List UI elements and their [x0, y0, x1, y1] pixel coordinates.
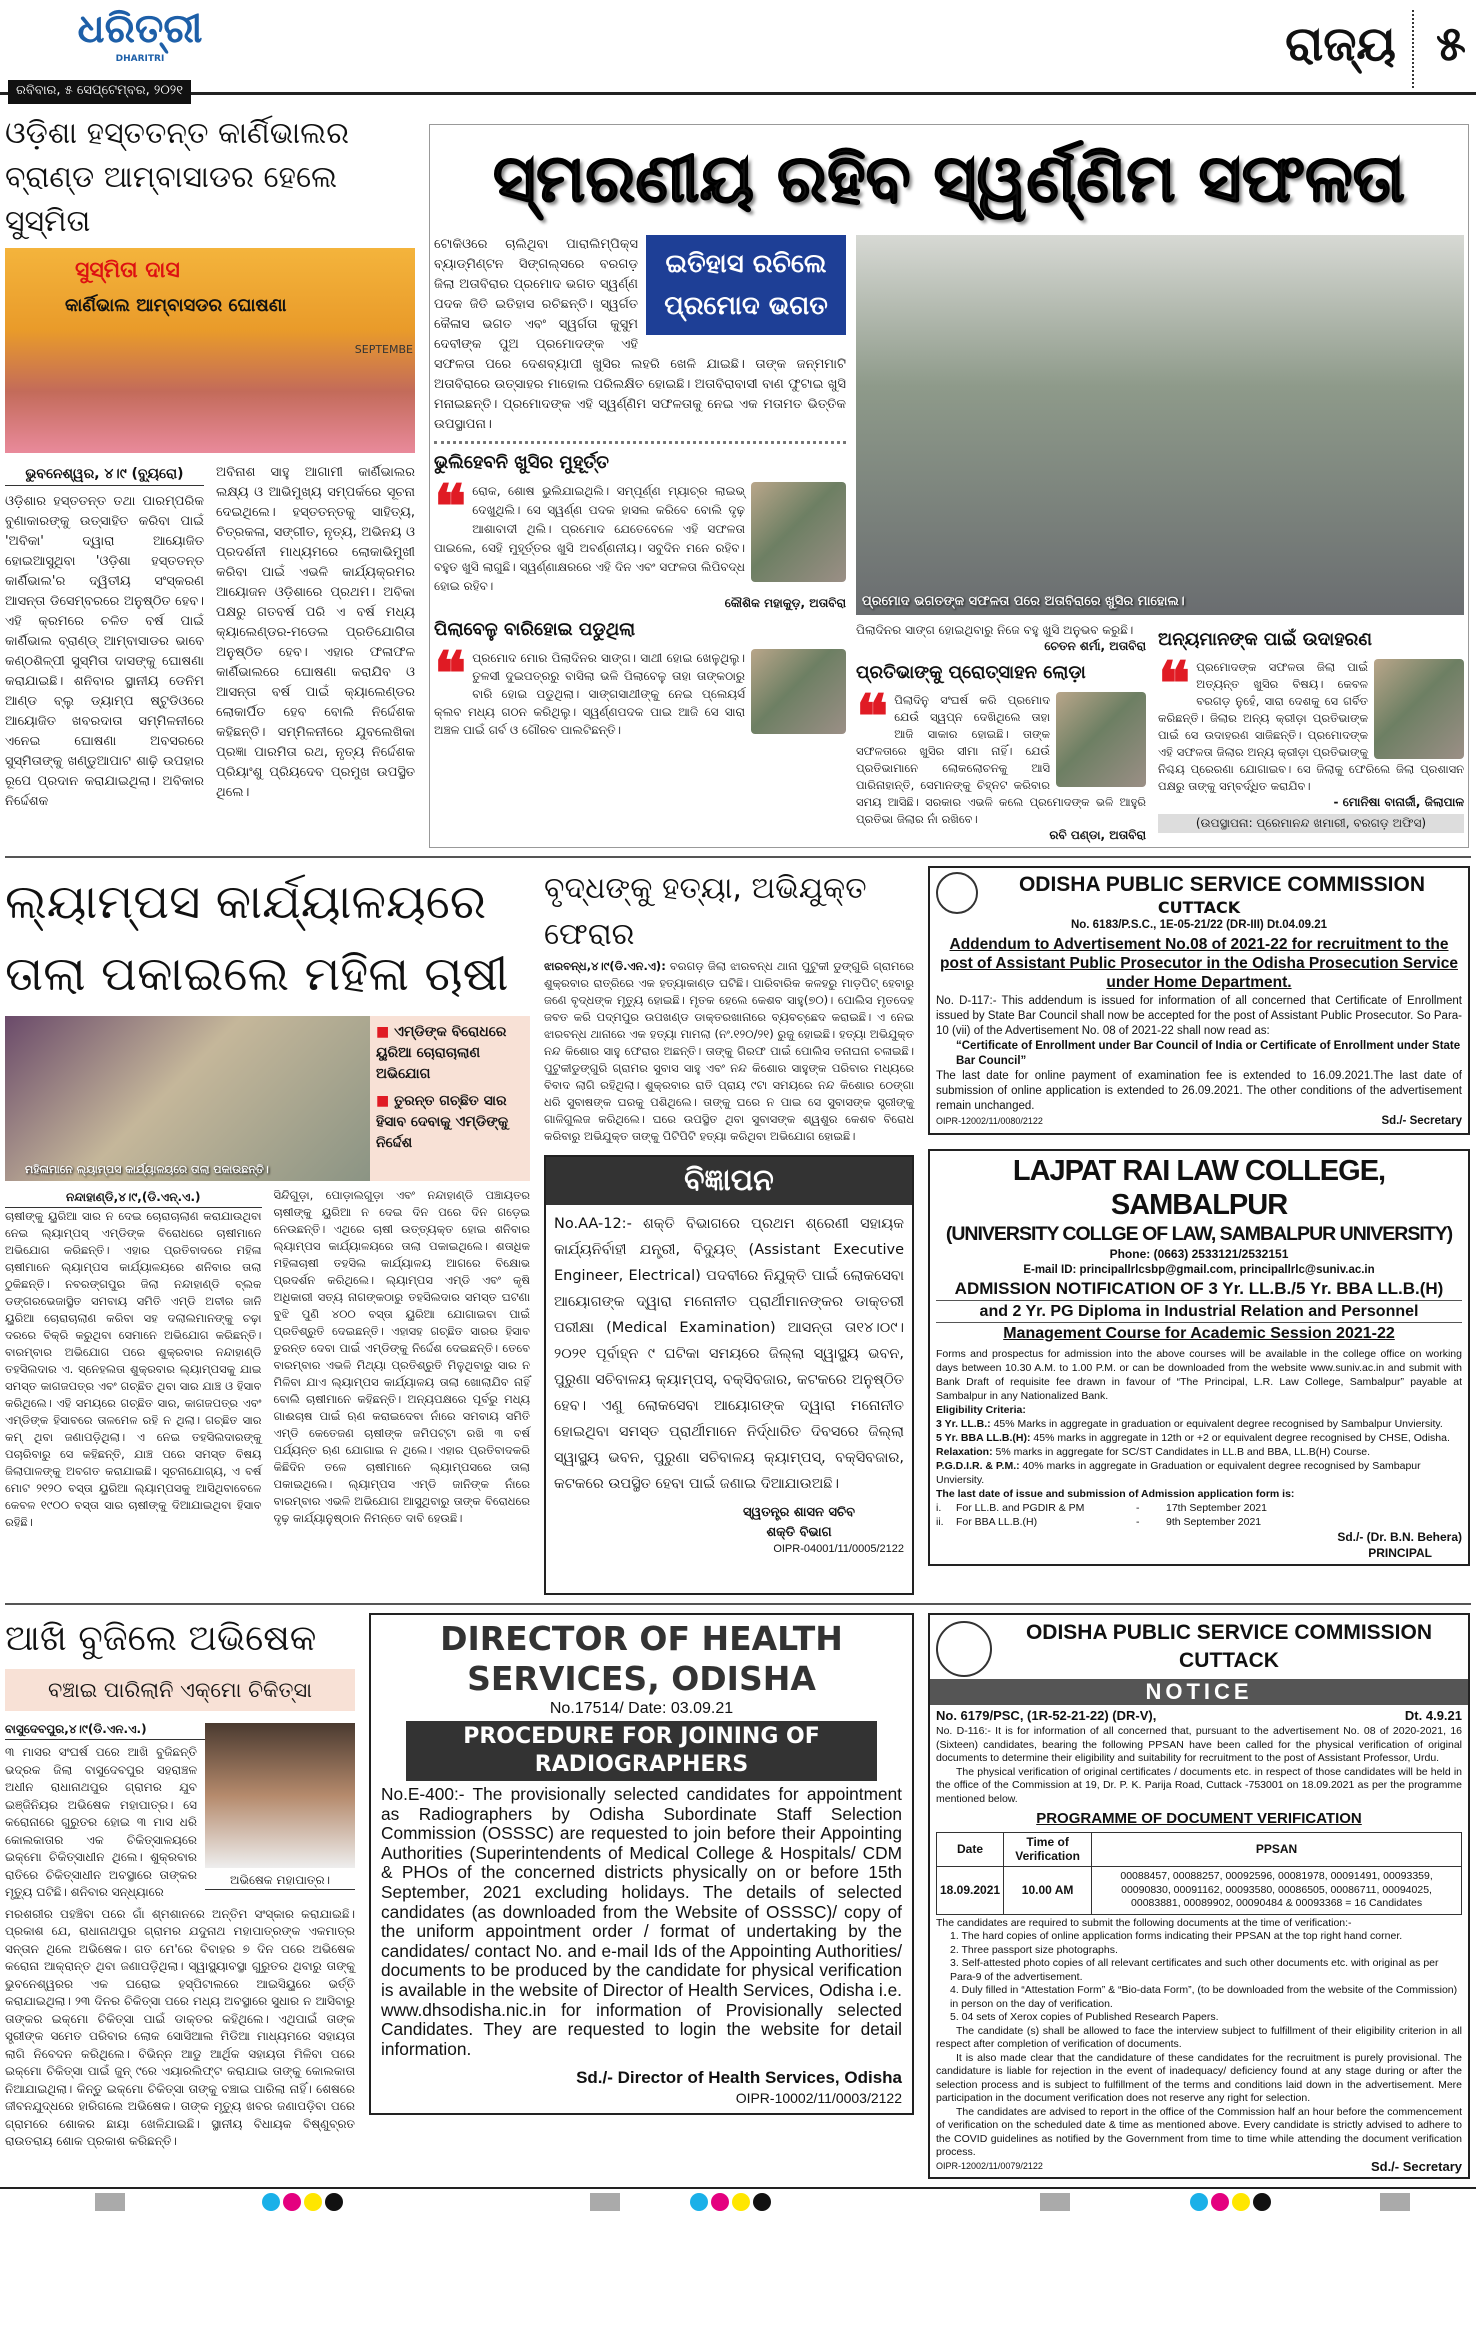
celebration-photo [856, 235, 1464, 615]
abhishek-photo [205, 1723, 355, 1868]
row-top [0, 108, 1476, 848]
print-registration-marks [0, 2193, 1476, 2215]
dateline: ଝାରବନ୍ଧ,୪।୯(ଡି.ଏନ.ଏ): [544, 959, 666, 973]
quote-byline: - ମୋନିଷା ବାନାର୍ଜୀ, ଜିଲାପାଳ [1333, 795, 1464, 809]
ad-banner: PROCEDURE FOR JOINING OF RADIOGRAPHERS [406, 1721, 877, 1781]
programme-title: PROGRAMME OF DOCUMENT VERIFICATION [1036, 1810, 1362, 1827]
opsc-addendum-ad [928, 866, 1470, 1135]
body-text: ମରଶରୀର ପହଞ୍ଚିବା ପରେ ଗାଁ ଶ୍ମଶାନରେ ଅନ୍ତିମ ସଂସ୍କାର କରାଯାଇଛି। ପ୍ରକାଶ ଯେ, ରାଧାନାଥପୁର ଗ୍ରାମର ଯଦୁନାଥ ମହାପାତ୍ରଙ୍କ ଏକମାତ୍ର ସନ୍ତାନ ଥିଲେ ଅଭିଷେକ। ଗତ ମେ'ରେ ବିବାହର ୭ ଦିନ ପରେ ଅଭିଷେକ କରୋନା ଆକ୍ରାନ୍ତ ଥିବା ଜଣାପଡ଼ିଥିଲା। ସ୍ୱାସ୍ଥ୍ୟାବସ୍ଥା ଗୁରୁତର ଥିବାରୁ ତାଙ୍କୁ ଭୁବନେଶ୍ୱରର ଏକ ଘରୋଇ ହସ୍ପିଟାଲରେ ଆଇସିୟୁରେ ଭର୍ତ୍ତି କରାଯାଇଥିଲା। ୨୩ ଦିନର ଚିକିତ୍ସା ପରେ ମଧ୍ୟ ଅବସ୍ଥାରେ ସୁଧାର ନ ଆସିବାରୁ ତାଙ୍କର ଇକ୍‌ମୋ ଚିକିତ୍ସା ପାଇଁ ଡାକ୍ତର କହିଥିଲେ। ଏଥିପାଇଁ ତାଙ୍କ ସ୍ତ୍ରୀଙ୍କ ସମେତ ପରିବାର ଲୋକ ସୋସିଆଲ ମିଡିଆ ମାଧ୍ୟମରେ ସହାୟତା ଲାଗି ନିବେଦନ କରିଥିଲେ। ବିଭିନ୍ନ ଆଡୁ ଆର୍ଥିକ ସହାୟତା ମିଳିବା ପରେ ଇକ୍‌ମୋ ଚିକିତ୍ସା ପାଇଁ ଜୁନ୍ ୯ରେ ଏୟାରଲିଫ୍ଟ କରାଯାଇ ତାଙ୍କୁ କୋଲକାତା ନିଆଯାଇଥିଲା। କିନ୍ତୁ ଇକ୍‌ମୋ ଚିକିତ୍ସା ତାଙ୍କୁ ବଞ୍ଚାଇ ପାରିଲା ନାହିଁ। ଶେଷରେ ଜୀବନଯୁଦ୍ଧରେ ହାରିଗଲେ ଅଭିଷେକ। ତାଙ୍କ ମୃତ୍ୟୁ ଖବର ଜଣାପଡ଼ିବା ପରେ ଗ୍ରାମରେ ଶୋକର ଛାୟା ଖେଳିଯାଇଛି। ସ୍ଥାନୀୟ ବିଧାୟକ ବିଷ୍ଣୁବ୍ରତ ରାଉତରାୟ ଶୋକ ପ୍ରକାଶ କରିଛନ୍ତି। [5, 1906, 355, 2148]
quote-block [434, 450, 846, 611]
quote-text: ରୋକ, ଶୋଷ ଭୁଲିଯାଇଥିଲି। ସମ୍ପୂର୍ଣ୍ଣ ମ୍ୟାଚ୍‌ର ଲାଇଭ୍ ଦେଖୁଥିଲି। ସେ ସ୍ୱର୍ଣ୍ଣ ପଦକ ହାସଲ କରିବେ ବୋଲି ଦୃଢ଼ ଆଶାବାଦୀ ଥିଲି। ପ୍ରମୋଦ ଯେତେବେଳେ ଏହି ସଫଳତା ପାଇଲେ, ସେହି ମୁହୂର୍ତ୍ତର ଖୁସି ଅବର୍ଣ୍ଣନୀୟ। ସବୁଦିନ ମନେ ରହିବ। ବହୁତ ଖୁସି ଲାଗୁଛି। ସ୍ୱର୍ଣ୍ଣାକ୍ଷରରେ ଏହି ଦିନ ଏବଂ ସଫଳତା ଲିପିବଦ୍ଧ ହୋଇ ରହିବ। [434, 484, 745, 593]
photo-caption: ଅଭିଷେକ ମହାପାତ୍ର। [205, 1871, 355, 1890]
lamps-photo [5, 1016, 370, 1181]
criteria-item: 5 Yr. BBA LL.B.(H): 45% marks in aggregate in 12th or +2 or equivalent degree recognised by CHSE, Odisha. [936, 1432, 1450, 1444]
ad-sign: Sd./- Director of Health Services, Odisha [576, 2068, 902, 2088]
person-photo [751, 649, 846, 734]
subheadline: ବଞ୍ଚାଇ ପାରିଲାନି ଏକ୍‌ମୋ ଚିକିତ୍ସା [5, 1669, 355, 1711]
photo-caption: ପ୍ରମୋଦ ଭଗତଙ୍କ ସଫଳତା ପରେ ଅତାବିରାରେ ଖୁସିର ମାହୋଲ। [862, 594, 1185, 609]
lamps-col1: ଚାଷୀଙ୍କୁ ୟୁରିଆ ସାର ନ ଦେଇ ଚୋରାଚାଲାଣ କରାଯାଉଥିବା ନେଇ ଲ୍ୟାମ୍ପସ୍ ଏମ୍‌ଡିଙ୍କ ବିରୋଧରେ ଚାଷୀମାନେ ଅଭିଯୋଗ କରିଛନ୍ତି। ଏହାର ପ୍ରତିବାଦରେ ମହିଳା ଚାଷୀମାନେ ଲ୍ୟାମ୍ପସ କାର୍ଯ୍ୟାଳୟରେ ଶନିବାର ତାଲା ଠୁକିଛନ୍ତି। ନବରଙ୍ଗପୁର ଜିଲା ନନ୍ଦାହାଣ୍ଡି ବ୍ଲକ ଡଙ୍ଗରଭେଜାସ୍ଥିତ ସମବାୟ ସମିତି ଏମ୍‌ଡି ଅବୀର ଜାନି ୟୁରିଆ ଚୋରାଚାଲାଣ କରିବା ସହ ଦଲାଲମାନଙ୍କୁ ଚଢ଼ା ଦରରେ ବିକ୍ରି କରୁଥିବା ସେମାନେ ଅଭିଯୋଗ କରିଛନ୍ତି। ବାରମ୍ବାର ଅଭିଯୋଗ ପରେ ଶୁକ୍ରବାର ନନ୍ଦାହାଣ୍ଡି ତହସିଲଦାର ଏ. ସ୍ନେହଲତା ଶୁକ୍ରବାର ଲ୍ୟାମ୍ପସକୁ ଯାଇ ସମସ୍ତ କାଗଜପତ୍ର ଏବଂ ଗଚ୍ଛିତ ଥିବା ସାର ଯାଞ୍ଚ ଓ ହିସାବ କରିଥିଲେ। ଏହି ସମୟରେ ଗଚ୍ଛିତ ସାର, କାଗଜପତ୍ର ଏବଂ ଏମ୍‌ଡିଙ୍କ ହିସାବରେ ତାଳମେଳ ରହି ନ ଥିଲା। ଗଚ୍ଛିତ ସାର କମ୍ ଥିବା ଜଣାପଡ଼ିଥିଲା। ଏ ନେଇ ତହସିଲଦାରଙ୍କୁ ପଚାରିବାରୁ ସେ କହିଛନ୍ତି, ଯାଞ୍ଚ ପରେ ସମସ୍ତ ବିଷୟ ଜିଲାପାଳଙ୍କୁ ଅବଗତ କରାଯାଇଛି। ସୂଚନାଯୋଗ୍ୟ, ଏ ବର୍ଷ ମୋଟ ୨୧୨୦ ବସ୍ତା ୟୁରିଆ ଲ୍ୟାମ୍ପସକୁ ଆସିଥିବାବେଳେ କେବଳ ୧୯୦୦ ବସ୍ତା ସାର ଚାଷୀଙ୍କୁ ଦିଆଯାଇଥିବା ହିସାବ ରହିଛି। [5, 1209, 262, 1529]
quote-byline: ରବି ପଣ୍ଡା, ଅତାବିରା [1049, 828, 1146, 842]
highlight-item: ■ ତୁରନ୍ତ ଗଚ୍ଛିତ ସାର ହିସାବ ଦେବାକୁ ଏମ୍‌ଡିଙ୍କୁ ନିର୍ଦ୍ଦେଶ [376, 1093, 509, 1151]
headline: ଓଡ଼ିଶା ହସ୍ତତନ୍ତ କାର୍ଣିଭାଲର ବ୍ରାଣ୍ଡ ଆମ୍ବାସାଡର ହେଲେ ସୁସ୍ମିତା [5, 116, 350, 239]
ad-city: CUTTACK [1157, 898, 1241, 917]
quote-text: ପ୍ରମୋଦଙ୍କ ସଫଳତା ଜିଲା ପାଇଁ ଅତ୍ୟନ୍ତ ଖୁସିର ବିଷୟ। କେବଳ ବରଗଡ଼ ନୁହେଁ, ସାରା ଦେଶକୁ ସେ ଗର୍ବିତ କରିଛନ୍ତି। ଜିଲାର ଅନ୍ୟ କ୍ରୀଡ଼ା ପ୍ରତିଭାଙ୍କ ପାଇଁ ସେ ଉଦାହରଣ ସାଜିଛନ୍ତି। ପ୍ରମୋଦଙ୍କ ଏହି ସଫଳତା ଜିଲାର ଅନ୍ୟ କ୍ରୀଡ଼ା ପ୍ରତିଭାଙ୍କୁ ନିଶ୍ଚୟ ପ୍ରେରଣା ଯୋଗାଇବ। ସେ ଜିଲାକୁ ଫେରିଲେ ଜିଲା ପ୍ରଶାସନ ପକ୍ଷରୁ ତାଙ୍କୁ ସମ୍ବର୍ଦ୍ଧିତ କରାଯିବ। [1158, 660, 1464, 793]
page-number: ୫ [1436, 16, 1466, 72]
quote-icon: ❝ [856, 682, 889, 752]
ad-title: ODISHA PUBLIC SERVICE COMMISSION [1018, 873, 1426, 896]
ad-oipr: OIPR-12002/11/0080/2122 [936, 1116, 1043, 1126]
criteria-item: 3 Yr. LL.B.: 45% Marks in aggregate in graduation or equivalent degree recognised by Sambalpur Unviersity. [936, 1418, 1443, 1430]
ad-ref: No. 6179/PSC, (1R-52-21-22) (DR-V), [936, 1708, 1157, 1723]
signatory: ସ୍ୱତନ୍ତ୍ର ଶାସନ ସଚିବ [742, 1505, 856, 1520]
ad-email: E-mail ID: principallrlcsbp@gmail.com, principallrlc@suniv.ac.in [1023, 1264, 1375, 1276]
row-divider [5, 1603, 1471, 1605]
lamps-story [5, 866, 530, 1531]
ad-date: Dt. 4.9.21 [1404, 1708, 1462, 1723]
doc-item: 3. Self-attested photo copies of all relevant certificates and such other documents etc. with original as per Para-9 of the advertisement. [950, 1957, 1439, 1983]
abhishek-story [5, 1613, 355, 2151]
lajpat-rai-ad [928, 1149, 1470, 1566]
ad-para: It is also made clear that the candidature of these candidates for the recruitment is purely provisional. The candidature is liable for rejection in the event of inadequacy/ deficiency found at any stage during or after the selection process and is subject to fulfillment of the terms and conditions laid down in the advertisement. Mere participation in the document verification does not reserve any right for selection. [936, 2051, 1462, 2104]
ad-sign: Sd./- Secretary [1370, 2158, 1462, 2174]
murder-body [544, 958, 914, 1145]
headline: ଲ୍ୟାମ୍ପସ କାର୍ଯ୍ୟାଳୟରେ ତାଲା ପକାଇଲେ ମହିଳା ଚାଷୀ [5, 874, 509, 1002]
ad-oipr: OIPR-12002/11/0079/2122 [936, 2160, 1043, 2171]
ad-para: No. D-116:- It is for information of all concerned that, pursuant to the advertisement No. 08 of 2020-2021, 16 (Sixteen) candidates, bearing the following PPSAN have been called for the physical verification of original documents to determine their eligibility and suitability for recruitment to the post of Assistant Professor, Urdu. [936, 1725, 1462, 1764]
main-headline: ସ୍ମରଣୀୟ ରହିବ ସ୍ୱର୍ଣ୍ଣିମ ସଫଳତା [492, 140, 1406, 217]
quote-icon: ❝ [434, 472, 467, 542]
notice-banner: NOTICE [930, 1679, 1468, 1705]
last-date-label: The last date of issue and submission of Admission application form is: [936, 1488, 1295, 1500]
quote-title: ପ୍ରତିଭାଙ୍କୁ ପ୍ରୋତ୍ସାହନ ଲୋଡ଼ା [856, 662, 1086, 683]
header-rule [0, 92, 1476, 95]
quote-title: ଅନ୍ୟମାନଙ୍କ ପାଇଁ ଉଦାହରଣ [1158, 629, 1372, 650]
murder-story [544, 866, 914, 1145]
ad-heading: and 2 Yr. PG Diploma in Industrial Relation and Personnel [936, 1301, 1462, 1323]
quote-title: ଭୁଲିହେବନି ଖୁସିର ମୁହୂର୍ତ୍ତ [434, 452, 610, 473]
quote-block [434, 617, 846, 739]
ad-sign: Sd./- Secretary [1381, 1115, 1462, 1127]
ad-sign: Sd./- (Dr. B.N. Behera) [1337, 1530, 1462, 1544]
banner-name: ସୁସ୍ମିତା ଦାସ [75, 258, 180, 283]
doc-item: 2. Three passport size photographs. [950, 1943, 1118, 1956]
dateline: ବାସୁଦେବପୁର,୪।୯(ଡି.ଏନ.ଏ.) [5, 1719, 355, 1740]
susmita-col2: ଅବିନାଶ ସାହୁ ଆଗାମୀ କାର୍ଣିଭାଲର ଲକ୍ଷ୍ୟ ଓ ଆଭିମୁଖ୍ୟ ସମ୍ପର୍କରେ ସୂଚନା ଦେଇଥିଲେ। ହସ୍ତତନ୍ତକୁ ସାହିତ୍ୟ, ଚିତ୍ରକଳା, ସଙ୍ଗୀତ, ନୃତ୍ୟ, ଅଭିନୟ ଓ ପ୍ରଦର୍ଶନୀ ମାଧ୍ୟମରେ ଲୋକାଭିମୁଖୀ କରିବା ପାଇଁ ଏଭଳି କାର୍ଯ୍ୟକ୍ରମର ଆୟୋଜନ ଓଡ଼ିଶାରେ ପ୍ରଥମ। ଅବିକା ପକ୍ଷରୁ ଗତବର୍ଷ ପରି ଏ ବର୍ଷ ମଧ୍ୟ କ୍ୟାଲେଣ୍ଡର-ମଡେଲ ପ୍ରତିଯୋଗିତା ଅନୁଷ୍ଠିତ ହେବ। ଏହାର ଫଳାଫଳ କାର୍ଣିଭାଲରେ ଘୋଷଣା କରାଯିବ ଓ ଆସନ୍ତା ବର୍ଷ ପାଇଁ କ୍ୟାଲେଣ୍ଡର ଲୋକାର୍ପିତ ହେବ ବୋଲି ନିର୍ଦ୍ଦେଶକ କହିଛନ୍ତି। ସମ୍ମିଳନୀରେ ଯୁବଲେଖିକା ପ୍ରଜ୍ଞା ପାରମିତା ରଥ, ନୃତ୍ୟ ନିର୍ଦ୍ଦେଶକ ପ୍ରିୟାଂଶୁ ପ୍ରିୟଦେବ ପ୍ରମୁଖ ଉପସ୍ଥିତ ଥିଲେ। [216, 465, 415, 800]
row-middle [0, 866, 1476, 1595]
masthead [0, 0, 1476, 108]
quote-title: ପିଲାବେଳୁ ବାରିହୋଇ ପଡୁଥିଲା [434, 619, 636, 640]
ad-title: ODISHA PUBLIC SERVICE COMMISSION [1025, 1621, 1433, 1644]
ad-ref: OIPR-04001/11/0005/2122 [773, 1543, 904, 1555]
headline-box: ଇତିହାସ ରଚିଲେ ପ୍ରମୋଦ ଭଗତ [646, 235, 846, 335]
ad-title: ବିଜ୍ଞାପନ [546, 1157, 912, 1205]
ad-subtitle: (UNIVERSITY COLLGE OF LAW, SAMBALPUR UNIVERSITY) [945, 1223, 1453, 1245]
highlight-item: ■ ଏମ୍‌ଡିଙ୍କ ବିରୋଧରେ ୟୁରିଆ ଚୋରାଚାଲାଣ ଅଭିଯୋଗ [376, 1024, 507, 1082]
highlights-box [370, 1016, 530, 1181]
person-photo [1056, 692, 1146, 787]
quote-byline: କୌଶିକ ମହାକୁଡ଼, ଅତାବିରା [724, 596, 846, 610]
eligibility-label: Eligibility Criteria: [936, 1404, 1026, 1416]
bijnapana-ad [544, 1155, 914, 1595]
ad-para: The candidate (s) shall be allowed to face the interview subject to fulfillment of their eligibility criterion in all respect after completion of verification of documents. [936, 2024, 1462, 2050]
ad-para: The last date for online payment of examination fee is extended to 16.09.2021.The last date of submission of online application is extended to 26.09.2021. The other conditions of the advertisement remain unchanged. [936, 1070, 1462, 1112]
ad-quote: “Certificate of Enrollment under Bar Council of India or Certificate of Enrollment under State Bar Council” [956, 1040, 1461, 1067]
headline: ବୃଦ୍ଧଙ୍କୁ ହତ୍ୟା, ଅଭିଯୁକ୍ତ ଫେରାର [544, 871, 867, 952]
lamps-col2: ସିନ୍ଦିଗୁଡ଼ା, ପୋଡ଼ାଲଗୁଡ଼ା ଏବଂ ନନ୍ଦାହାଣ୍ଡି ପଞ୍ଚାୟତର ଚାଷୀଙ୍କୁ ୟୁରିଆ ନ ଦେଇ ଦିନ ପରେ ଦିନ ଗଡ଼େଇ ନେଉଛନ୍ତି। ଏଥିରେ ଚାଷୀ ଉତ୍ତ୍ୟକ୍ତ ହୋଇ ଶନିବାର ଲ୍ୟାମ୍ପସ କାର୍ଯ୍ୟାଳୟରେ ତାଲା ପକାଇଥିଲେ। ଶତାଧିକ ମହିଳାଚାଷୀ ତହସିଲ କାର୍ଯ୍ୟାଳୟ ଆଗରେ ବିକ୍ଷୋଭ ପ୍ରଦର୍ଶନ କରିଥିଲେ। ଲ୍ୟାମ୍ପସ ଏମ୍‌ଡି ଏବଂ କୃଷି ଅଧିକାରୀ ସତ୍ୟ ନାଗଙ୍କଠାରୁ ତହସିଲଦାର ସମସ୍ତ ଘଟଣା ବୁଝି ପୁଣି ୪୦୦ ବସ୍ତା ୟୁରିଆ ଯୋଗାଇବା ପାଇଁ ପ୍ରତିଶ୍ରୁତି ଦେଇଛନ୍ତି। ଏହାସହ ଗଚ୍ଛିତ ସାରର ହିସାବ ତୁରନ୍ତ ଦେବା ପାଇଁ ଏମ୍‌ଡିଙ୍କୁ ନିର୍ଦ୍ଦେଶ ଦେଇଛନ୍ତି। ତେବେ ବାରମ୍ବାର ଏଭଳି ମିଥ୍ୟା ପ୍ରତିଶ୍ରୁତି ମିଳୁଥିବାରୁ ସାର ନ ମିଳିବା ଯାଏ ଲ୍ୟାମ୍ପସ କାର୍ଯ୍ୟାଳୟ ତାଲା ଖୋଲାଯିବ ନାହିଁ ବୋଲି ଚାଷୀମାନେ କହିଛନ୍ତି। ଅନ୍ୟପକ୍ଷରେ ପୂର୍ବରୁ ମଧ୍ୟ ଗାଈଚାଷ ପାଇଁ ଋଣ କରାଇଦେବା ନାଁରେ ସମବାୟ ସମିତି ଏମ୍‌ଡି କେତେଜଣ ଚାଷୀଙ୍କ ଜମିପଟ୍ଟା ରଖି ୩ ବର୍ଷ ପର୍ଯ୍ୟନ୍ତ ଋଣ ଯୋଗାଇ ନ ଥିଲେ। ଏହାର ପ୍ରତିବାଦକରି କିଛିଦିନ ତଳେ ଚାଷୀମାନେ ଲ୍ୟାମ୍ପସରେ ତାଲା ପକାଇଥିଲେ। ଲ୍ୟାମ୍ପସ ଏମ୍‌ଡି ଜାନିଙ୍କ ନାଁରେ ବାରମ୍ବାର ଏଭଳି ଅଭିଯୋଗ ଆସୁଥିବାରୁ ତାଙ୍କ ବିରୋଧରେ ଦୃଢ଼ କାର୍ଯ୍ୟାନୁଷ୍ଠାନ ନିମନ୍ତେ ଦାବି ହେଉଛି। [273, 1188, 530, 1525]
ad-ref: No. 6183/P.S.C., 1E-05-21/22 (DR-III) Dt.04.09.21 [1070, 919, 1328, 931]
quote-byline: ଚେତନ ଶର୍ମା, ଅତାବିରା [1044, 639, 1146, 653]
ad-oipr: OIPR-10002/11/0003/2122 [735, 2090, 902, 2107]
quote-text: ପିଲାଦିନର ସାଙ୍ଗ ହୋଇଥିବାରୁ ନିଜେ ବହୁ ଖୁସି ଅନୁଭବ କରୁଛି। [856, 623, 1134, 637]
ad-title: DIRECTOR OF HEALTH SERVICES, ODISHA [440, 1619, 843, 1698]
department: ଶକ୍ତି ବିଭାଗ [766, 1525, 832, 1540]
criteria-item: Relaxation: 5% marks in aggregate for SC/ST Candidates in LL.B and BBA, LL.B(H) Course. [936, 1446, 1371, 1458]
criteria-item: P.G.D.I.R. & P.M.: 40% marks in aggregate in Graduation or equivalent degree recognised by Sambapur Unviersity. [936, 1460, 1421, 1486]
footer-rule [0, 2187, 1476, 2189]
ad-title: LAJPAT RAI LAW COLLEGE, SAMBALPUR [1012, 1155, 1386, 1221]
pramod-intro: ଟୋକିଓରେ ଚାଲିଥିବା ପାରାଲିମ୍ପିକ୍ସ ବ୍ୟାଡ୍‌ମିଣ୍ଟନ ସିଙ୍ଗଲ୍ସରେ ବରଗଡ଼ ଜିଲା ଅତାବିରାର ପ୍ରମୋଦ ଭଗତ ସ୍ୱର୍ଣ୍ଣ ପଦକ ଜିତି ଇତିହାସ ରଚିଛନ୍ତି। ସ୍ୱର୍ଗତ କୈଳାସ ଭଗତ ଏବଂ ସ୍ୱର୍ଗତା କୁସୁମ ଦେବୀଙ୍କ ପୁଅ ପ୍ରମୋଦଙ୍କ ଏହି ସଫଳତା ପରେ ଦେଶବ୍ୟାପୀ ଖୁସିର ଲହରି ଖେଳି ଯାଇଛି। ତାଙ୍କ ଜନ୍ମମାଟି ଅତାବିରାରେ ଉତ୍ସାହର ମାହୋଲ ପରିଲକ୍ଷିତ ହୋଇଛି। ଅତାବିରାବାସୀ ବାଣ ଫୁଟାଇ ଖୁସି ମନାଇଛନ୍ତି। ପ୍ରମୋଦଙ୍କ ଏହି ସ୍ୱର୍ଣ୍ଣିମ ସଫଳତାକୁ ନେଇ ଏକ ମତାମତ ଭିତ୍ତିକ ଉପସ୍ଥାପନା। [434, 237, 846, 432]
ad-heading: Management Course for Academic Session 2021-22 [1003, 1325, 1395, 1342]
date-row: i. For LL.B. and PGDIR & PM - 17th September 2021 [936, 1502, 1267, 1514]
ad-body: No.AA-12:- ଶକ୍ତି ବିଭାଗରେ ପ୍ରଥମ ଶ୍ରେଣୀ ସହାୟକ କାର୍ଯ୍ୟନିର୍ବାହୀ ଯନ୍ତ୍ରୀ, ବିଦ୍ୟୁତ୍ (Assistant Executive Engineer, Electrical) ପଦବୀରେ ନିଯୁକ୍ତି ପାଇଁ ଲୋକସେବା ଆୟୋଗଙ୍କ ଦ୍ୱାରା ମନୋନୀତ ପ୍ରାର୍ଥୀମାନଙ୍କର ଡାକ୍ତରୀ ପରୀକ୍ଷା (Medical Examination) ଆସନ୍ତା ତା୧୪।୦୯।୨୦୨୧ ପୂର୍ବାହ୍ନ ୯ ଘଟିକା ସମୟରେ ଜିଲ୍ଲା ସ୍ୱାସ୍ଥ୍ୟ ଭବନ, ପୁରୁଣା ସଚିବାଳୟ କ୍ୟାମ୍ପସ୍, ବକ୍ସିବଜାର, କଟକରେ ଅନୁଷ୍ଠିତ ହେବ। ଏଣୁ ଲୋକସେବା ଆୟୋଗଙ୍କ ଦ୍ୱାରା ମନୋନୀତ ହୋଇଥିବା ସମସ୍ତ ପ୍ରାର୍ଥୀମାନେ ନିର୍ଦ୍ଧାରିତ ଦିବସରେ ଜିଲ୍ଲା ସ୍ୱାସ୍ଥ୍ୟ ଭବନ, ପୁରୁଣା ସଚିବାଳୟ କ୍ୟାମ୍ପସ୍, ବକ୍ସିବଜାର, କଟକରେ ଉପସ୍ଥିତ ହେବା ପାଇଁ ଜଣାଇ ଦିଆଯାଉଅଛି। [554, 1216, 904, 1492]
divider [434, 441, 846, 444]
opsc-notice-ad [928, 1613, 1470, 2179]
pramod-story [429, 124, 1469, 848]
opsc-seal-icon [936, 872, 978, 914]
verification-table: Date Time of Verification PPSAN 18.09.2021 10.00 AM 00088457, 00088257, 00092596, 00081978, 00091491, 00093359, 00090830, 00091162, 00093580, 00086505, 00086711, 00094025, 00083881, 00089902, 00090484 & 00093368 = 16 Candidates [936, 1832, 1462, 1915]
quote-icon: ❝ [1158, 649, 1191, 719]
person-photo [751, 482, 846, 582]
collector-photo [1374, 659, 1464, 759]
susmita-col1: ଓଡ଼ିଶାର ହସ୍ତତନ୍ତ ତଥା ପାରମ୍ପରିକ ବୁଣାକାରଙ୍କୁ ଉତ୍ସାହିତ କରିବା ପାଇଁ 'ଅବିକା' ଦ୍ୱାରା ଆୟୋଜିତ ହୋଇଆସୁଥିବା 'ଓଡ଼ିଶା ହସ୍ତତନ୍ତ କାର୍ଣିଭାଲ'ର ଦ୍ୱିତୀୟ ସଂସ୍କରଣ ଆସନ୍ତା ଡିସେମ୍ବରରେ ଅନୁଷ୍ଠିତ ହେବ। ଏହି କ୍ରମରେ ଚଳିତ ବର୍ଷ ପାଇଁ କାର୍ଣିଭାଲ ବ୍ରାଣ୍ଡ୍ ଆମ୍ବାସାଡର ଭାବେ କଣ୍ଠଶିଳ୍ପୀ ସୁସ୍ମିତା ଦାସଙ୍କୁ ଘୋଷଣା କରାଯାଇଛି। ଶନିବାର ସ୍ଥାନୀୟ ଡେନିମ ଆଣ୍ଡ ବ୍ଲୁ ଡ୍ୟାମ୍ପ ଷ୍ଟୁଡିଓରେ ଆୟୋଜିତ ଖବରଦାତା ସମ୍ମିଳନୀରେ ଏନେଇ ଘୋଷଣା ଅବସରରେ ସୁସ୍ମିତାଙ୍କୁ ଖଣ୍ଡୁଆପାଟ ଶାଢ଼ି ଉପହାର ରୂପେ ପ୍ରଦାନ କରାଯାଇଥିଲା। ଅବିକାର ନିର୍ଦ୍ଦେଶକ [5, 494, 204, 809]
date-bar: ରବିବାର, ୫ ସେପ୍ଟେମ୍ବର, ୨୦୨୧ [8, 80, 191, 104]
photo-figure [205, 1723, 355, 1890]
doc-item: 4. Duly filled in “Attestation Form” & “Bio-data Form”, (to be downloaded from the website of the Commission) in person on the day of verification. [950, 1984, 1458, 2010]
ad-phone: Phone: (0663) 2533121/2532151 [1109, 1247, 1289, 1261]
ad-heading: ADMISSION NOTIFICATION OF 3 Yr. LL.B./5 Yr. BBA LL.B.(H) [936, 1278, 1462, 1301]
ad-para: The candidates are advised to report in the office of the Commission half an hour before the commencement of verification on the scheduled date & time as mentioned above. Every candidate is strictly advised to adhere to the COVID guidelines as notified by the Government from time to time while attending the document verification process. [936, 2105, 1462, 2158]
dateline: ଭୁବନେଶ୍ୱର, ୪।୯ (ବ୍ୟୁରୋ) [5, 463, 204, 486]
body-text: ବରଗଡ଼ ଜିଲା ଝାରବନ୍ଧ ଥାନା ପୁଟୁକୀ ଡୁଙ୍ଗୁରି ଗ୍ରାମରେ ଶୁକ୍ରବାର ରାତ୍ରିରେ ଏକ ହତ୍ୟାକାଣ୍ଡ ଘଟିଛି। ପାରିବାରିକ କଳହରୁ ମାଡ଼ପିଟ୍ ହେବାରୁ ଜଣେ ବୃଦ୍ଧଙ୍କ ମୃତ୍ୟୁ ହୋଇଛି। ମୃତକ ହେଲେ କେଶବ ସାହୁ(୭୦)। ପୋଲିସ ମୃତଦେହ ଜବତ କରି ପଦ୍ମପୁର ଉପଖଣ୍ଡ ଡାକ୍ତରଖାନାରେ ବ୍ୟବଚ୍ଛେଦ କରାଇଛି। ଏ ନେଇ ଝାରବନ୍ଧ ଥାନାରେ ଏକ ହତ୍ୟା ମାମଲା (ନଂ.୧୨୦/୨୧) ରୁଜୁ ହୋଇଛି। ହତ୍ୟା ଅଭିଯୁକ୍ତ ନନ୍ଦ କିଶୋର ସାହୁ ଫେରାର ଅଛନ୍ତି। ତାଙ୍କୁ ଗିରଫ ପାଇଁ ପୋଲିସ ତନାଘନା ଚଳାଇଛି। ପୁଟୁକୀଡୁଙ୍ଗୁରି ଗ୍ରାମର ସୁବାସ ସାହୁ ଏବଂ ନନ୍ଦ କିଶୋର ସାହୁଙ୍କ ପରିବାର ମଧ୍ୟରେ ବିବାଦ ଲାଗି ରହିଥିଲା। ଶୁକ୍ରବାର ରାତି ପ୍ରାୟ ୯ଟା ସମୟରେ ନନ୍ଦ କିଶୋର ଠେଙ୍ଗା ଧରି ସୁବାଷଙ୍କ ଘରକୁ ପଶିଥିଲେ। ତାଙ୍କୁ ଘରେ ନ ପାଇ ସେ ସୁବାସଙ୍କ ସ୍ତ୍ରୀଙ୍କୁ ଗାଳିଗୁଲଜ କରିଥିଲେ। ଘରେ ଉପସ୍ଥିତ ଥିବା ସୁବାସଙ୍କ ଶ୍ୱଶୁର କେଶବ ବିରୋଧ କରିବାରୁ ଅଭିଯୁକ୍ତ ତାଙ୍କୁ ପିଟିପିଟି ହତ୍ୟା କରିଥିବା ଅଭିଯୋଗ ହୋଇଛି। [544, 959, 914, 1143]
quote-text: ପ୍ରମୋଦ ମୋର ପିଲାଦିନର ସାଙ୍ଗ। ସାଥୀ ହୋଇ ଖେଳୁଥିଲୁ। ତୁଳସୀ ଦୁଇପତ୍ରରୁ ବାସିଲା ଭଳି ପିଲାବେଳୁ ତାହା ତାଙ୍କଠାରୁ ବାରି ହୋଇ ପଡୁଥିଲା। ସାଙ୍ଗସାଥୀଙ୍କୁ ନେଇ ପ୍ଲେୟର୍ସ କ୍ଲବ ମଧ୍ୟ ଗଠନ କରିଥିଲୁ। ସ୍ୱର୍ଣ୍ଣପଦକ ପାଇ ଆଜି ସେ ସାରା ଅଞ୍ଚଳ ପାଇଁ ଗର୍ବ ଓ ଗୌରବ ପାଲଟିଛନ୍ତି। [434, 651, 745, 737]
logo-subtext: DHARITRI [115, 54, 165, 64]
ad-para: The physical verification of original certificates / documents etc. in respect of those candidates will be held in the office of the Commission at 19, Dr. P. K. Parija Road, Cuttack -753001 on 18.09.2021 as per the programme mentioned below. [936, 1765, 1462, 1805]
body-text: ୩ ମାସର ସଂଘର୍ଷ ପରେ ଆଖି ବୁଜିଛନ୍ତି ଭଦ୍ରକ ଜିଲା ବାସୁଦେବପୁର ସହରାଞ୍ଚଳ ଅଧୀନ ରାଧାନାଥପୁର ଗ୍ରାମର ଯୁବ ଇଞ୍ଜିନିୟର ଅଭିଷେକ ମହାପାତ୍ର। ସେ କରୋନାରେ ଗୁରୁତର ହୋଇ ୩ ମାସ ଧରି କୋଲକାତାର ଏକ ଚିକିତ୍ସାଳୟରେ ଇକ୍‌ମୋ ଚିକିତ୍ସାଧୀନ ଥିଲେ। ଶୁକ୍ରବାର ରାତିରେ ଚିକିତ୍ସାଧୀନ ଅବସ୍ଥାରେ ତାଙ୍କର ମୃତ୍ୟୁ ଘଟିଛି। ଶନିବାର ସନ୍ଧ୍ୟାରେ [5, 1745, 197, 1899]
ad-designation: PRINCIPAL [1368, 1546, 1432, 1560]
ad-para: The candidates are required to submit the following documents at the time of verification:- [936, 1916, 1352, 1929]
dhs-radiographers-ad [369, 1613, 914, 2115]
susmita-story [5, 112, 415, 812]
ad-para: No. D-117:- This addendum is issued for information of all concerned that Certificate of Enrollment issued by State Bar Council shall now be accepted for the post of Assistant Public Prosecutor. So Para-10 (vii) of the Advertisement No. 08 of 2021-22 shall now read as: [936, 995, 1462, 1037]
dateline: ନନ୍ଦାହାଣ୍ଡି,୪।୯,(ଡି.ଏନ୍.ଏ.) [5, 1187, 262, 1208]
section-label: ରାଜ୍ୟ [1285, 16, 1396, 72]
credit: (ଉପସ୍ଥାପନା: ପ୍ରେମାନନ୍ଦ ଖମାରୀ, ବରଗଡ଼ ଅଫିସ) [1158, 814, 1464, 833]
headline: ଆଖି ବୁଜିଲେ ଅଭିଷେକ [5, 1618, 317, 1659]
masthead-logo [55, 4, 225, 76]
date-row: ii. For BBA LL.B.(H) - 9th September 2021 [936, 1516, 1262, 1528]
ad-para: Forms and prospectus for admission into the above courses will be available in the college office on working days between 10.30 A.M. to 1.00 P.M. or can be downloaded from the website www.suniv.ac.in and submit with Bank Draft of requisite fee drawn in favour of “The Principal, L.R. Law College, Sambalpur” payable at Sambalpur in any Nationalized Bank. [936, 1348, 1462, 1402]
doc-item: 1. The hard copies of online application forms indicating their PPSAN at the top right hand corner. [950, 1930, 1403, 1942]
row-divider [5, 856, 1471, 858]
header-divider [1412, 10, 1414, 88]
doc-item: 5. 04 sets of Xerox copies of Published Research Papers. [950, 2011, 1219, 2023]
ad-body: No.E-400:- The provisionally selected candidates for appointment as Radiographers by Odisha Subordinate Staff Selection Commission (OSSSC) are requested to join before their Appointing Authorities (Superintendents of Medical College & Hospitals/ CDM & PHOs of the concerned districts physically on or before 15th September, 2021 excluding holidays. The details of selected candidates (as downloaded from the Website of OSSSC)/ copy of the uniform appointment order / format of undertaking by the candidates/ contact No. and e-mail Ids of the Appointing Authorities/ documents to be produced by the candidate for physical verification is available in the website of Director of Health Services, Odisha i.e. www.dhsodisha.nic.in for information of Provisionally selected Candidates. They are requested to login the website for detail information. [381, 1784, 902, 2059]
quote-icon: ❝ [434, 639, 467, 709]
susmita-photo [5, 248, 415, 453]
opsc-seal-icon [936, 1621, 992, 1677]
photo-caption: ମହିଳାମାନେ ଲ୍ୟାମ୍ପସ କାର୍ଯ୍ୟାଳୟରେ ତାଲା ପକାଉଛନ୍ତି। [25, 1163, 269, 1176]
quote-text: ପିଲାଦିନୁ ସଂଘର୍ଷ କରି ପ୍ରମୋଦ ଯେଉଁ ସ୍ୱପ୍ନ ଦେଖିଥିଲେ ତାହା ଆଜି ସାକାର ହୋଇଛି। ତାଙ୍କ ସଫଳତାରେ ଖୁସିର ସୀମା ନାହିଁ। ଯେଉଁ ପ୍ରତିଭାମାନେ ଲୋକଲୋଚନକୁ ଆସି ପାରିନାହାନ୍ତି, ସେମାନଙ୍କୁ ଚିହ୍ନଟ କରିବାର ସମୟ ଆସିଛି। ସରକାର ଏଭଳି କଲେ ପ୍ରମୋଦଙ୍କ ଭଳି ଆହୁରି ପ୍ରତିଭା ଜିଲାର ନାଁ ରଖିବେ। [856, 693, 1146, 826]
ad-subject: Addendum to Advertisement No.08 of 2021-22 for recruitment to the post of Assistant Public Prosecutor in the Odisha Prosecution Service under Home Department. [940, 936, 1458, 991]
banner-text: କାର୍ଣିଭାଲ ଆମ୍ବାସଡର ଘୋଷଣା [65, 295, 287, 316]
ad-city: CUTTACK [1179, 1649, 1279, 1672]
row-bottom [0, 1613, 1476, 2179]
ad-ref: No.17514/ Date: 03.09.21 [549, 1700, 734, 1717]
table-row: 18.09.2021 10.00 AM 00088457, 00088257, 00092596, 00081978, 00091491, 00093359, 00090830, 00091162, 00093580, 00086505, 00086711, 00094025, 00083881, 00089902, 00090484 & 00093368 = 16 Candidates [937, 1867, 1462, 1915]
logo-text: ଧରିତ୍ରୀ [77, 6, 203, 52]
banner-month: SEPTEMBE [354, 343, 413, 356]
